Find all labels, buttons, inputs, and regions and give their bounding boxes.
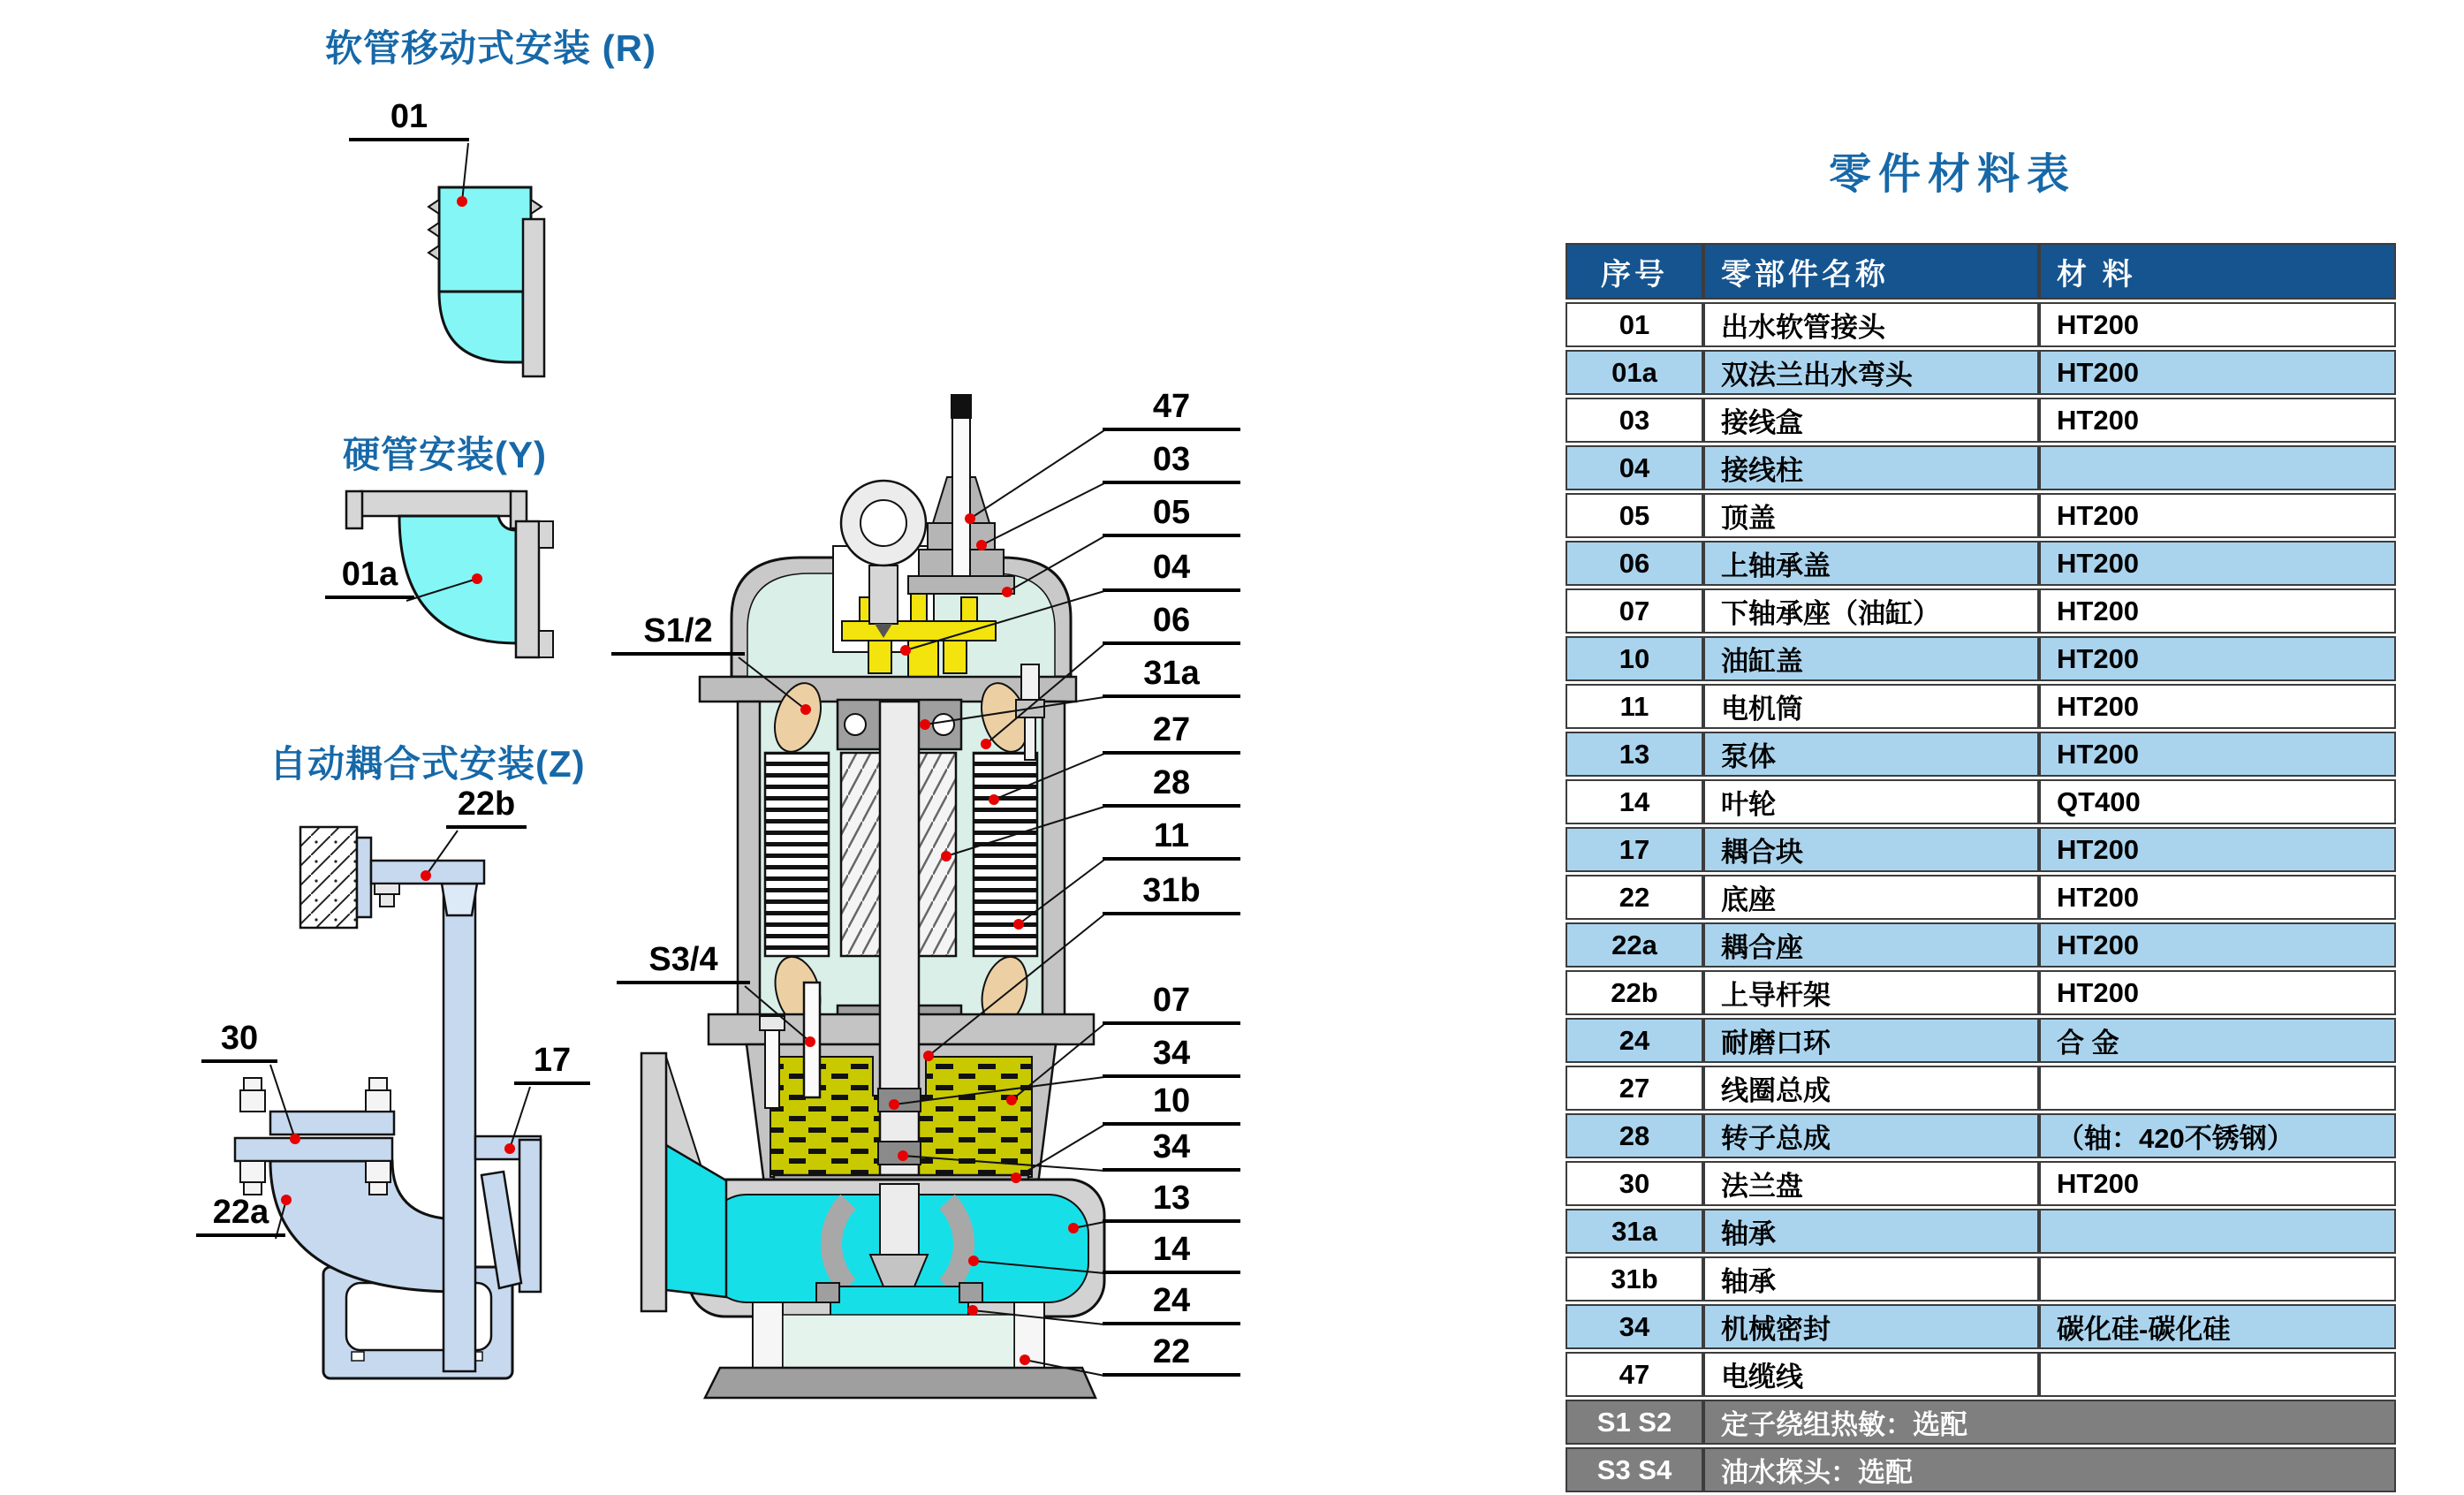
part-number: 34 [1566,1304,1703,1349]
callout-01: 01 [349,99,469,141]
callout-06: 06 [1103,603,1240,645]
part-number: 47 [1566,1352,1703,1397]
parts-material-table [1566,240,2396,1495]
part-name: 法兰盘 [1703,1161,2039,1206]
part-number: 06 [1566,541,1703,586]
callout-34-upper: 34 [1103,1036,1240,1078]
part-number: 22 [1566,875,1703,920]
callout-07: 07 [1103,983,1240,1025]
table-row [1566,541,2396,586]
part-material: HT200 [2039,636,2396,681]
table-row [1566,588,2396,634]
table-row [1566,636,2396,681]
part-name: 底座 [1703,875,2039,920]
table-row [1566,970,2396,1015]
table-row [1566,922,2396,968]
callout-17: 17 [514,1043,590,1085]
part-material: HT200 [2039,493,2396,538]
table-row [1566,1066,2396,1111]
callout-10: 10 [1103,1083,1240,1126]
part-number: 01 [1566,302,1703,347]
part-material: （轴：420不锈钢） [2039,1113,2396,1158]
part-material: QT400 [2039,779,2396,824]
part-name: 接线柱 [1703,445,2039,490]
part-number: 24 [1566,1018,1703,1063]
part-number: 28 [1566,1113,1703,1158]
part-name: 轴承 [1703,1256,2039,1301]
part-material: HT200 [2039,1161,2396,1206]
part-number: 17 [1566,827,1703,872]
callout-22b: 22b [446,786,527,829]
part-name: 上导杆架 [1703,970,2039,1015]
callout-31b: 31b [1103,873,1240,915]
callout-27: 27 [1103,712,1240,755]
table-row [1566,779,2396,824]
part-material [2039,1209,2396,1254]
hose-elbow-drawing [428,187,544,376]
part-name: 顶盖 [1703,493,2039,538]
part-number: 10 [1566,636,1703,681]
part-name: 下轴承座（油缸） [1703,588,2039,634]
part-material: HT200 [2039,922,2396,968]
rigid-install-title: 硬管安装(Y) [343,434,547,475]
header-name: 零部件名称 [1703,243,2039,300]
part-number: 27 [1566,1066,1703,1111]
part-number: 05 [1566,493,1703,538]
part-name: 上轴承盖 [1703,541,2039,586]
callout-14: 14 [1103,1232,1240,1274]
table-footer-row-s1s2 [1566,1400,2396,1445]
callout-47: 47 [1103,389,1240,431]
part-number: 31b [1566,1256,1703,1301]
part-number: 14 [1566,779,1703,824]
coupling-assembly-drawing [235,827,541,1378]
table-row [1566,732,2396,777]
part-material: HT200 [2039,588,2396,634]
header-index: 序号 [1566,243,1703,300]
table-row [1566,684,2396,729]
pump-cross-section-drawing [641,394,1104,1398]
callout-22a: 22a [196,1195,285,1237]
table-row [1566,1018,2396,1063]
table-footer-row-s3s4 [1566,1447,2396,1492]
part-name: 叶轮 [1703,779,2039,824]
part-material [2039,445,2396,490]
table-row [1566,493,2396,538]
part-material: 碳化硅-碳化硅 [2039,1304,2396,1349]
part-name: 泵体 [1703,732,2039,777]
part-material: HT200 [2039,732,2396,777]
table-row [1566,350,2396,395]
part-material: HT200 [2039,684,2396,729]
part-name: 电机筒 [1703,684,2039,729]
footer-note: 油水探头：选配 [1703,1447,2396,1492]
callout-01a: 01a [325,557,414,599]
part-name: 出水软管接头 [1703,302,2039,347]
hose-install-title: 软管移动式安装 (R) [325,27,656,69]
footer-number: S1 S2 [1566,1400,1703,1445]
part-number: 31a [1566,1209,1703,1254]
part-name: 耐磨口环 [1703,1018,2039,1063]
part-number: 01a [1566,350,1703,395]
footer-number: S3 S4 [1566,1447,1703,1492]
table-header-row [1566,243,2396,300]
table-row [1566,1304,2396,1349]
table-row [1566,1113,2396,1158]
callout-04: 04 [1103,550,1240,592]
callout-22: 22 [1103,1334,1240,1377]
part-material: HT200 [2039,875,2396,920]
part-material: HT200 [2039,302,2396,347]
callout-31a: 31a [1103,656,1240,698]
part-material: HT200 [2039,827,2396,872]
part-name: 双法兰出水弯头 [1703,350,2039,395]
table-row [1566,1256,2396,1301]
part-number: 22a [1566,922,1703,968]
part-material: HT200 [2039,398,2396,443]
part-name: 转子总成 [1703,1113,2039,1158]
table-row [1566,1352,2396,1397]
part-name: 油缸盖 [1703,636,2039,681]
part-number: 11 [1566,684,1703,729]
callout-03: 03 [1103,442,1240,484]
callout-s34: S3/4 [617,942,750,984]
part-number: 13 [1566,732,1703,777]
footer-note: 定子绕组热敏：选配 [1703,1400,2396,1445]
part-name: 线圈总成 [1703,1066,2039,1111]
part-material: HT200 [2039,541,2396,586]
part-number: 22b [1566,970,1703,1015]
part-material [2039,1066,2396,1111]
callout-05: 05 [1103,495,1240,537]
part-number: 07 [1566,588,1703,634]
parts-table-title: 零件材料表 [1828,151,2076,198]
callout-24: 24 [1103,1283,1240,1325]
part-material [2039,1352,2396,1397]
table-row [1566,302,2396,347]
part-name: 耦合块 [1703,827,2039,872]
coupling-install-title: 自动耦合式安装(Z) [269,743,586,785]
table-row [1566,875,2396,920]
table-row [1566,445,2396,490]
table-row [1566,827,2396,872]
callout-28: 28 [1103,765,1240,808]
callout-s12: S1/2 [611,613,745,656]
part-name: 耦合座 [1703,922,2039,968]
callout-34-lower: 34 [1103,1129,1240,1172]
part-number: 03 [1566,398,1703,443]
part-material: HT200 [2039,350,2396,395]
table-row [1566,1161,2396,1206]
part-name: 轴承 [1703,1209,2039,1254]
part-name: 电缆线 [1703,1352,2039,1397]
part-name: 接线盒 [1703,398,2039,443]
part-name: 机械密封 [1703,1304,2039,1349]
table-row [1566,398,2396,443]
part-material [2039,1256,2396,1301]
callout-13: 13 [1103,1180,1240,1223]
part-material: 合 金 [2039,1018,2396,1063]
part-number: 30 [1566,1161,1703,1206]
part-material: HT200 [2039,970,2396,1015]
table-row [1566,1209,2396,1254]
part-number: 04 [1566,445,1703,490]
header-material: 材 料 [2039,243,2396,300]
callout-11: 11 [1103,818,1240,861]
callout-30: 30 [201,1021,277,1063]
